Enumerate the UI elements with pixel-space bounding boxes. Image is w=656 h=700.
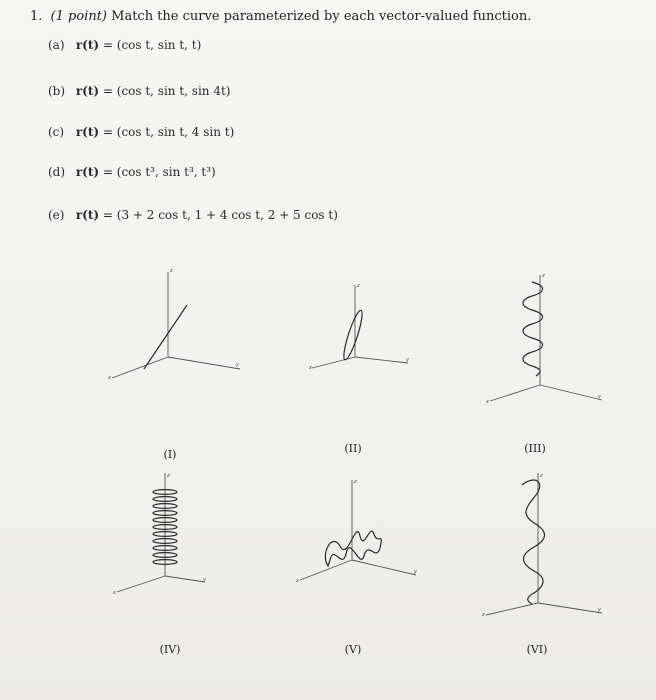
x-axis (112, 357, 168, 378)
graph-6 (478, 465, 610, 625)
y-axis-label: y (203, 577, 206, 583)
problem-prompt: Match the curve parameterized by each vector-valued function. (111, 9, 532, 24)
x-axis (490, 385, 540, 401)
graph-5 (290, 470, 430, 590)
graph-2 (300, 275, 420, 385)
y-axis (165, 576, 205, 582)
graph-1 (100, 262, 250, 392)
graph-5-label: (V) (344, 643, 362, 656)
graph-6-plot (478, 465, 610, 625)
part-label: (b) (48, 84, 66, 98)
x-axis-label: x (482, 612, 485, 618)
graph-1-plot (100, 262, 250, 392)
graph-4-label: (IV) (159, 643, 181, 656)
graph-3 (480, 265, 610, 410)
problem-number: 1. (30, 9, 43, 24)
y-axis-label: y (406, 357, 409, 363)
x-axis-label: x (486, 399, 489, 405)
part-fn: r(t) (75, 165, 100, 179)
z-axis-label: z (357, 283, 360, 289)
x-axis-label: x (113, 590, 116, 596)
curve-ellipse (341, 309, 366, 361)
y-axis-label: y (598, 394, 601, 400)
x-axis-label: x (108, 375, 111, 381)
z-axis-label: z (540, 473, 543, 479)
graph-2-plot (300, 275, 420, 385)
part-label: (e) (48, 208, 65, 222)
x-axis (312, 357, 355, 368)
graph-2-label: (II) (344, 442, 362, 455)
part-expr: = (cos t, sin t, 4 sin t) (102, 125, 235, 139)
z-axis-label: z (167, 473, 170, 479)
z-axis-label: z (542, 273, 545, 279)
y-axis-label: y (236, 362, 239, 368)
y-axis (538, 603, 602, 613)
part-fn: r(t) (75, 208, 100, 222)
part-label: (a) (48, 38, 65, 52)
problem-points: (1 point) (50, 9, 107, 24)
graph-3-label: (III) (524, 442, 546, 455)
y-axis (540, 385, 602, 400)
part-expr: = (cos t, sin t, sin 4t) (102, 84, 231, 98)
part-expr: = (cos t³, sin t³, t³) (102, 165, 216, 179)
graph-5-plot (290, 470, 430, 590)
part-fn: r(t) (75, 125, 100, 139)
y-axis (352, 560, 416, 575)
graph-4-plot (105, 468, 215, 608)
x-axis (486, 603, 538, 615)
graph-6-label: (VI) (526, 643, 548, 656)
graph-1-label: (I) (163, 448, 177, 461)
x-axis-label: x (309, 365, 312, 371)
part-label: (c) (48, 125, 65, 139)
part-fn: r(t) (75, 38, 100, 52)
y-axis (168, 357, 240, 369)
y-axis-label: y (414, 569, 417, 575)
x-axis (117, 576, 165, 592)
z-axis-label: z (170, 268, 173, 274)
z-axis-label: z (354, 479, 357, 485)
part-expr: = (cos t, sin t, t) (102, 38, 202, 52)
part-label: (d) (48, 165, 66, 179)
part-fn: r(t) (75, 84, 100, 98)
part-expr: = (3 + 2 cos t, 1 + 4 cos t, 2 + 5 cos t) (102, 208, 338, 222)
x-axis-label: x (296, 578, 299, 584)
graph-4 (105, 468, 215, 608)
curve-wave (522, 480, 545, 604)
graph-3-plot (480, 265, 610, 410)
y-axis-label: y (598, 607, 601, 613)
y-axis (355, 357, 408, 363)
